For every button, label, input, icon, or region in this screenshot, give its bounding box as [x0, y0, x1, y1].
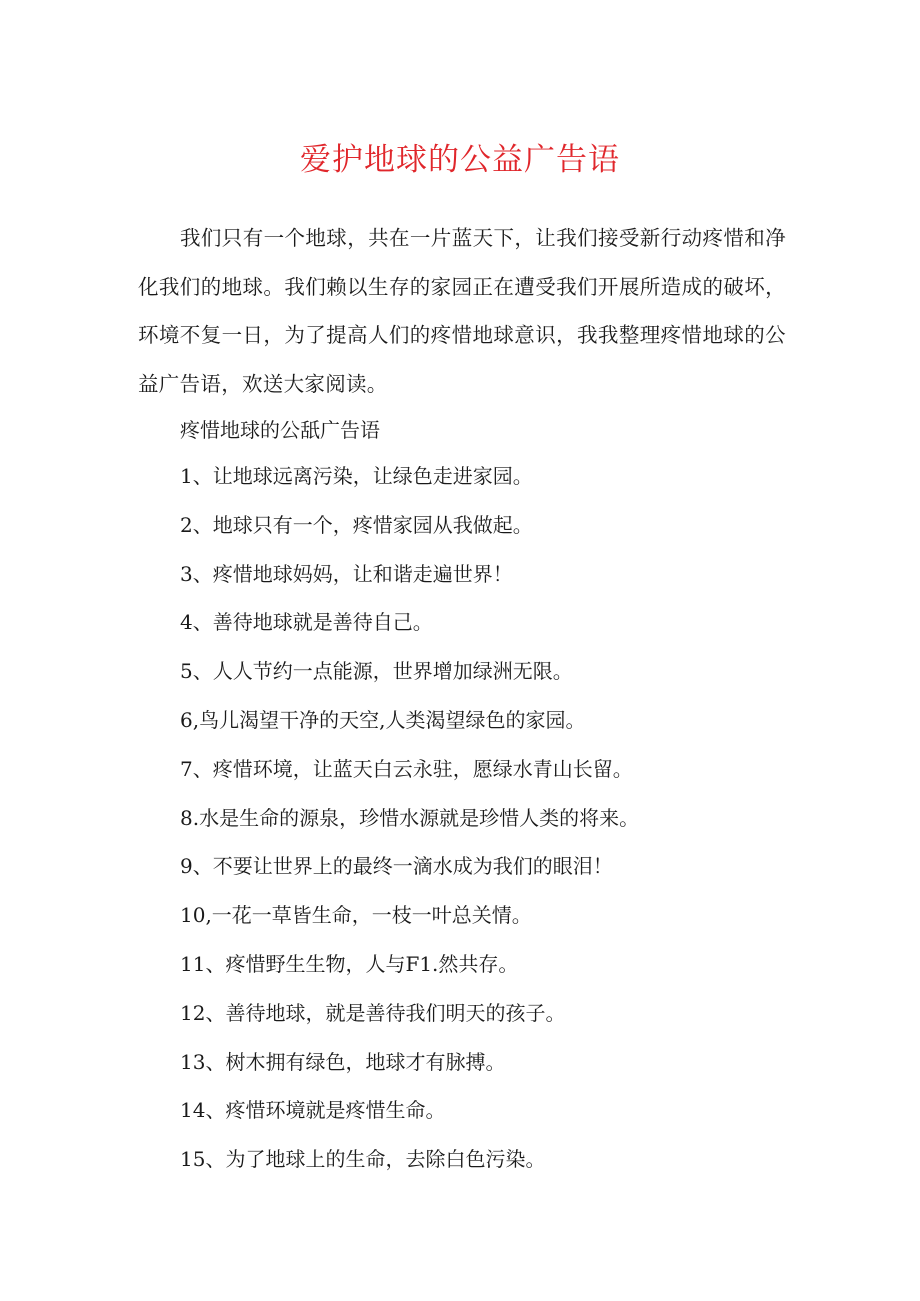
slogan-item: 3、疼惜地球妈妈，让和谐走遍世界！: [180, 561, 513, 586]
slogan-item: 14、疼惜环境就是疼惜生命。: [180, 1098, 446, 1123]
slogan-item: 12、善待地球，就是善待我们明天的孩子。: [180, 1000, 566, 1025]
intro-paragraph: 我们只有一个地球，共在一片蓝天下，让我们接受新行动疼惜和净化我们的地球。我们赖以生存的家园正在遭受我们开展所造成的破坏，环境不复一日，为了提高人们的疼惜地球意识，我我整理疼惜地球的公益广告语，欢送大家阅读。: [138, 226, 786, 396]
document-title: 爱护地球的公益广告语: [300, 142, 620, 178]
slogan-item: 7、疼惜环境，让蓝天白云永驻，愿绿水青山长留。: [180, 756, 633, 781]
slogan-item: 2、地球只有一个，疼惜家园从我做起。: [180, 512, 533, 537]
slogan-item: 4、善待地球就是善待自己。: [180, 610, 433, 635]
slogan-item: 9、不要让世界上的最终一滴水成为我们的眼泪！: [180, 854, 613, 879]
slogan-item: 13、树木拥有绿色，地球才有脉搏。: [180, 1049, 506, 1074]
slogan-item: 6,鸟儿渴望干净的天空,人类渴望绿色的家园。: [180, 707, 586, 732]
slogan-item: 10,一花一草皆生命，一枝一叶总关情。: [180, 903, 532, 928]
slogan-item: 15、为了地球上的生命，去除白色污染。: [180, 1147, 546, 1172]
slogan-item: 1、让地球远离污染，让绿色走进家园。: [180, 464, 533, 488]
section-heading: 疼惜地球的公舐广告语: [180, 418, 380, 442]
slogan-item: 8.水是生命的源泉，珍惜水源就是珍惜人类的将来。: [180, 805, 640, 830]
slogan-list: [180, 454, 639, 1186]
slogan-item: 5、人人节约一点能源，世界增加绿洲无限。: [180, 659, 573, 684]
slogan-item: 11、疼惜野生生物，人与F1.然共存。: [180, 951, 519, 976]
